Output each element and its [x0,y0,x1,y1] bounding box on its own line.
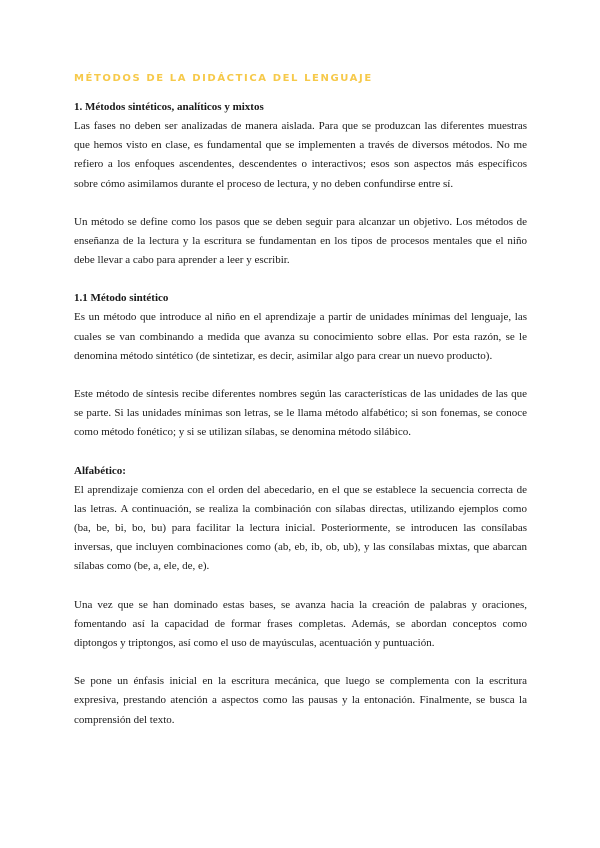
paragraph-7: Se pone un énfasis inicial en la escritura mecánica, que luego se complementa con la escritura expresiva, prestando atención a aspectos como las pausas y la entonación. Finalmente, se busca la comprensión del texto. [74,675,527,726]
paragraph-spacer [74,366,527,385]
paragraph-6: Una vez que se han dominado estas bases, se avanza hacia la creación de palabras y oraciones, fomentando así la capacidad de formar frases completas. Además, se abordan conceptos como diptongos y triptongos, así como el uso de mayúsculas, acentuación y puntuación. [74,598,527,650]
paragraph-spacer [74,443,527,462]
paragraph-spacer [74,653,527,672]
section-heading-1-1: 1.1 Método sintético [74,292,169,305]
subsection-heading-alfabetico: Alfabético: [74,464,126,477]
paragraph-1: Las fases no deben ser analizadas de manera aislada. Para que se produzcan las diferentes muestras que hemos visto en clase, es fundamental que se implementen a través de diversos métodos. No me refiero a los enfoques ascendentes, descendentes o interactivos; esos son aspectos más específicos sobre cómo asimilamos durante el proceso de lectura, y no deben confundirse entre sí. [74,120,527,190]
paragraph-2: Un método se define como los pasos que se deben seguir para alcanzar un objetivo. Los métodos de enseñanza de la lectura y la escritura se fundamentan en los tipos de procesos mentales que el niño debe llevar a cabo para aprender a leer y escribir. [74,215,527,267]
paragraph-3: Es un método que introduce al niño en el aprendizaje a partir de unidades mínimas del lenguaje, las cuales se van combinando a medida que avanza su conocimiento sobre ellas. Por esta razón, se le denomina método sintético (de sintetizar, es decir, asimilar algo para crear un nuevo producto). [74,311,527,362]
document-title: MÉTODOS DE LA DIDÁCTICA DEL LENGUAJE [74,73,373,84]
paragraph-5: El aprendizaje comienza con el orden del abecedario, en el que se establece la secuencia correcta de las letras. A continuación, se realiza la combinación con sílabas directas, utilizando ejemplos como (ba, be, bi, bo, bu) para facilitar la lectura inicial. Posteriormente, se introducen las consílabas inversas, que incluyen combinaciones como (ab, eb, ib, ob, ub), y las consílabas mixtas, que abarcan sílabas como (be, a, ele, de, e). [74,483,527,573]
paragraph-spacer [74,577,527,596]
section-heading-1: 1. Métodos sintéticos, analíticos y mixtos [74,101,264,113]
paragraph-4: Este método de síntesis recibe diferentes nombres según las características de las unidades de las que se parte. Si las unidades mínimas son letras, se le llama método alfabético; si son fonemas, se conoce como método fonético; y si se utilizan sílabas, se denomina método silábico. [74,388,527,439]
paragraph-spacer [74,270,527,289]
paragraph-spacer [74,194,527,213]
document-page [74,72,527,730]
